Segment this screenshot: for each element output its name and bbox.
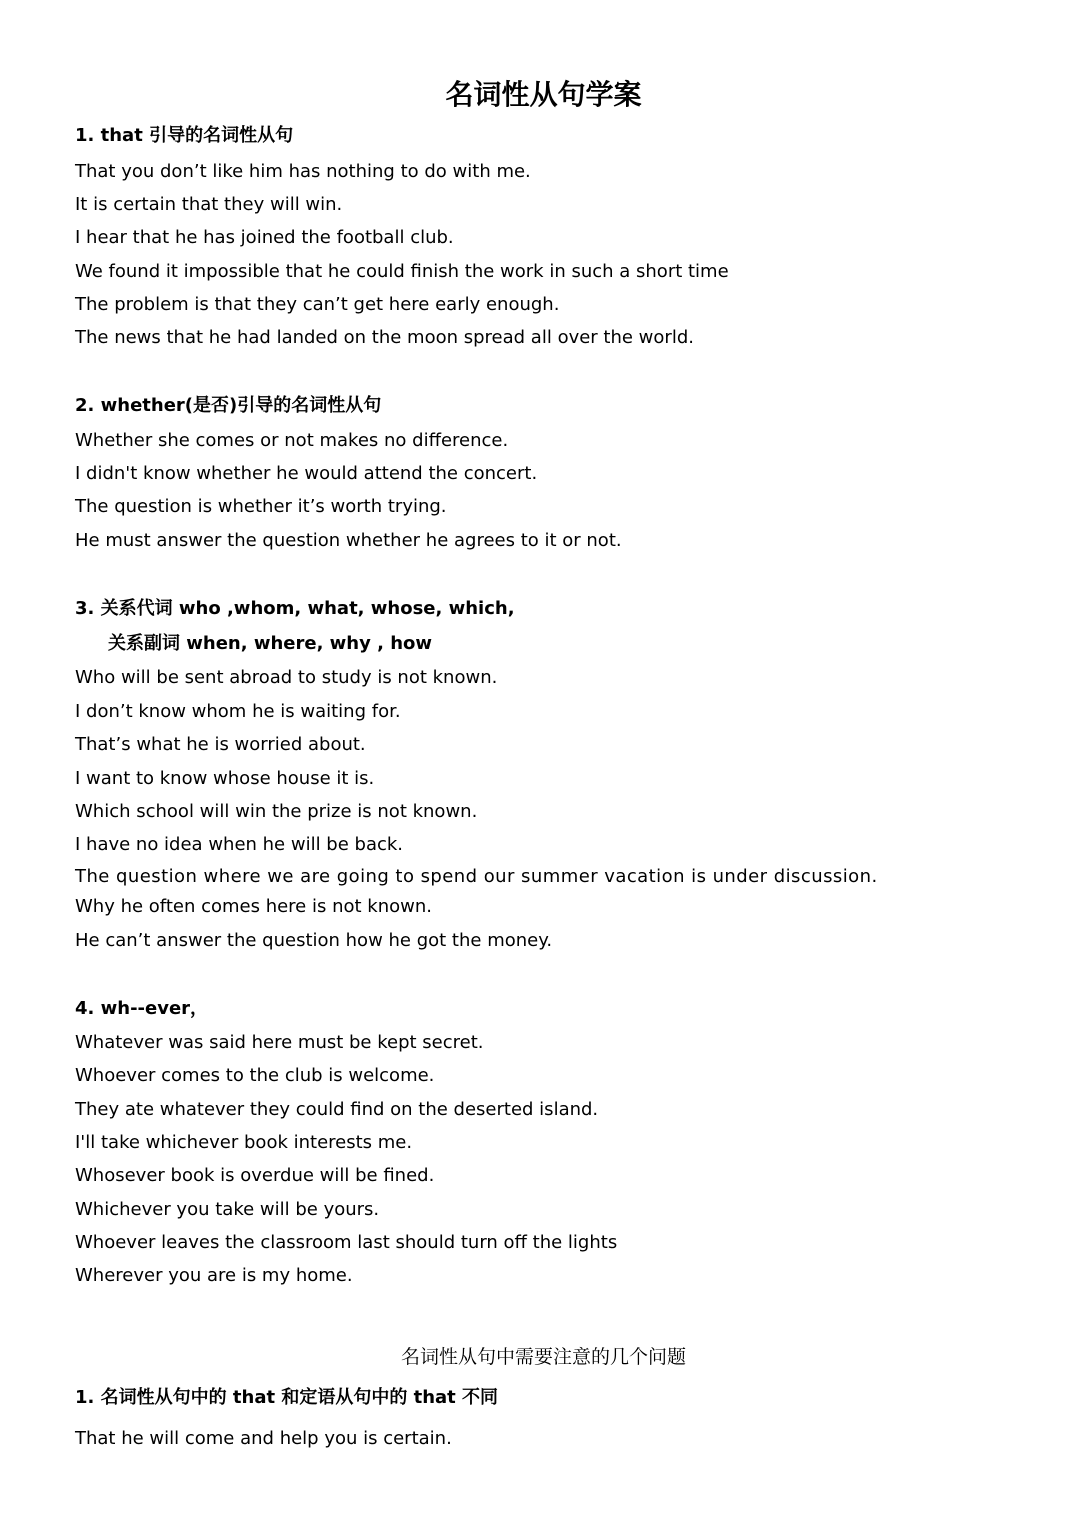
section-4-heading: 4. wh--ever， (75, 998, 209, 1019)
section-3-subheading: 关系副词 when, where, why , how (108, 633, 433, 654)
example-sentence: Whosever book is overdue will be fined. (75, 1165, 435, 1186)
example-sentence: I hear that he has joined the football club. (75, 227, 454, 248)
example-sentence: I'll take whichever book interests me. (75, 1132, 413, 1153)
example-sentence: Whatever was said here must be kept secret. (75, 1032, 484, 1053)
example-sentence: The question is whether it’s worth trying. (75, 496, 447, 517)
section-3-heading: 3. 关系代词 who ,whom, what, whose, which, (75, 598, 515, 619)
notes-title: 名词性从句中需要注意的几个问题 (400, 1346, 686, 1368)
example-sentence: It is certain that they will win. (75, 194, 343, 215)
example-sentence: That you don’t like him has nothing to do with me. (75, 161, 531, 182)
example-sentence: I didn't know whether he would attend the concert. (75, 463, 538, 484)
section-2-heading: 2. whether(是否)引导的名词性从句 (75, 395, 382, 416)
example-sentence: That’s what he is worried about. (75, 734, 366, 755)
example-sentence: Wherever you are is my home. (75, 1265, 353, 1286)
example-sentence: Which school will win the prize is not known. (75, 801, 478, 822)
example-sentence: I want to know whose house it is. (75, 768, 375, 789)
notes-heading: 1. 名词性从句中的 that 和定语从句中的 that 不同 (75, 1387, 499, 1408)
example-sentence: He can’t answer the question how he got the money. (75, 930, 553, 951)
example-sentence: They ate whatever they could find on the deserted island. (75, 1099, 599, 1120)
page-title: 名词性从句学案 (445, 78, 642, 111)
example-sentence: Whichever you take will be yours. (75, 1199, 380, 1220)
example-sentence: The news that he had landed on the moon spread all over the world. (75, 327, 694, 348)
example-sentence: The question where we are going to spend our summer vacation is under discussion. (75, 866, 878, 887)
example-sentence: Who will be sent abroad to study is not known. (75, 667, 498, 688)
section-1-heading: 1. that 引导的名词性从句 (75, 125, 294, 146)
example-sentence: The problem is that they can’t get here early enough. (75, 294, 560, 315)
example-sentence: I have no idea when he will be back. (75, 834, 404, 855)
example-sentence: That he will come and help you is certain. (75, 1428, 452, 1449)
example-sentence: Whoever leaves the classroom last should turn off the lights (75, 1232, 618, 1253)
example-sentence: I don’t know whom he is waiting for. (75, 701, 401, 722)
example-sentence: We found it impossible that he could finish the work in such a short time (75, 261, 729, 282)
example-sentence: He must answer the question whether he agrees to it or not. (75, 530, 622, 551)
example-sentence: Why he often comes here is not known. (75, 896, 432, 917)
example-sentence: Whether she comes or not makes no difference. (75, 430, 509, 451)
example-sentence: Whoever comes to the club is welcome. (75, 1065, 435, 1086)
